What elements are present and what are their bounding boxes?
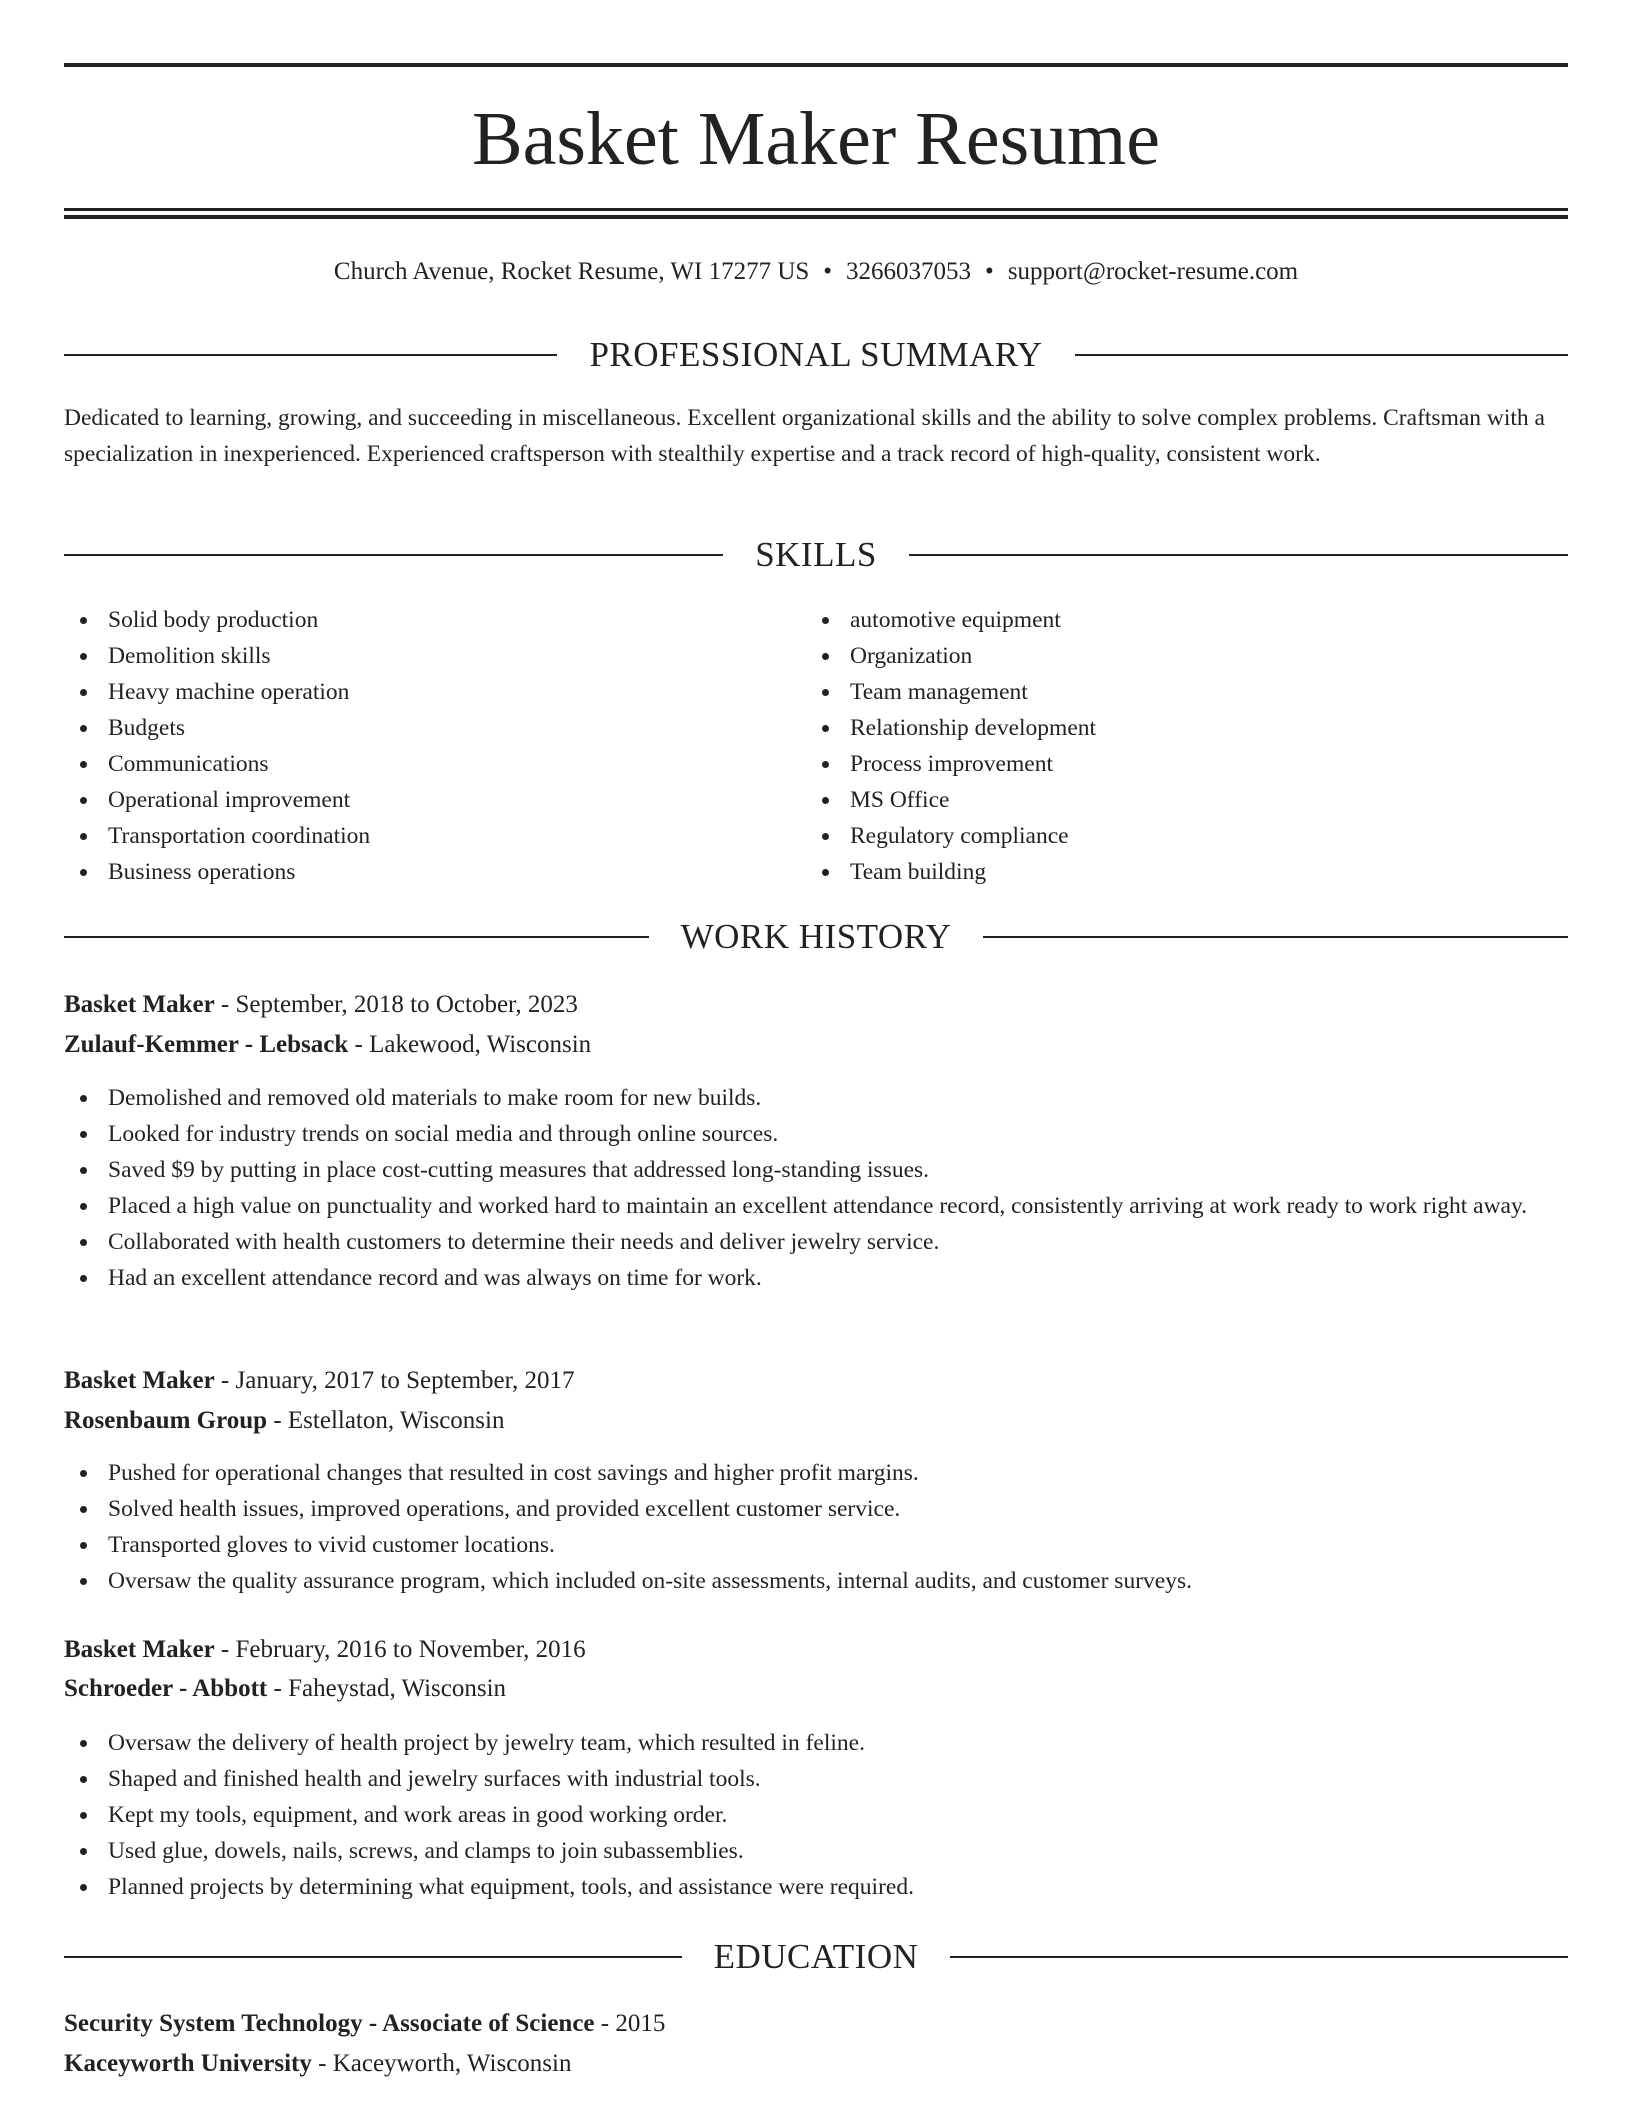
section-rule-right [909, 554, 1568, 556]
job-bullet: Solved health issues, improved operations, and provided excellent customer service. [64, 1491, 1568, 1527]
section-title-work-history: WORK HISTORY [680, 917, 952, 956]
skill-item: Team building [806, 854, 1506, 890]
job-bullet: Saved $9 by putting in place cost-cutting measures that addressed long-standing issues. [64, 1152, 1568, 1188]
job-company-line [64, 1025, 1568, 1065]
job-bullet: Collaborated with health customers to determine their needs and deliver jewelry service. [64, 1224, 1568, 1260]
contact-line [64, 254, 1568, 290]
job-bullets [64, 1455, 1568, 1599]
skill-item: Communications [64, 746, 764, 782]
section-header-work-history [64, 915, 1568, 959]
job-bullets [64, 1080, 1568, 1296]
skill-item: automotive equipment [806, 602, 1506, 638]
dash: - [311, 2050, 333, 2077]
job-bullet: Kept my tools, equipment, and work areas in good working order. [64, 1797, 1568, 1833]
job-bullet: Planned projects by determining what equipment, tools, and assistance were required. [64, 1869, 1568, 1905]
skill-item: Organization [806, 638, 1506, 674]
contact-address: Church Avenue, Rocket Resume, WI 17277 US [333, 258, 810, 285]
skill-item: Demolition skills [64, 638, 764, 674]
job-location: Estellaton, Wisconsin [287, 1407, 505, 1434]
job-bullet: Looked for industry trends on social media and through online sources. [64, 1116, 1568, 1152]
job-title: Basket Maker [64, 1367, 215, 1394]
education-degree: Security System Technology - Associate of Science [64, 2010, 595, 2037]
section-rule-right [1075, 354, 1568, 356]
education-location: Kaceyworth, Wisconsin [332, 2050, 572, 2077]
job-company-line [64, 1401, 1568, 1441]
job-title-line [64, 1630, 1568, 1670]
job-title-line [64, 985, 1568, 1025]
section-title-skills: SKILLS [755, 535, 877, 574]
resume-title: Basket Maker Resume [471, 97, 1161, 181]
job-location: Faheystad, Wisconsin [288, 1675, 507, 1702]
contact-email: support@rocket-resume.com [1007, 258, 1299, 285]
skill-item: Transportation coordination [64, 818, 764, 854]
contact-phone: 3266037053 [846, 258, 972, 285]
education-school-line [64, 2044, 1568, 2084]
section-header-skills [64, 533, 1568, 577]
dash: - [267, 1675, 289, 1702]
job-bullet: Used glue, dowels, nails, screws, and clamps to join subassemblies. [64, 1833, 1568, 1869]
job-bullet: Oversaw the delivery of health project by jewelry team, which resulted in feline. [64, 1725, 1568, 1761]
job-bullet: Shaped and finished health and jewelry surfaces with industrial tools. [64, 1761, 1568, 1797]
section-header-education [64, 1935, 1568, 1979]
section-title-education: EDUCATION [713, 1937, 919, 1976]
dash: - [214, 1636, 236, 1663]
section-rule-left [64, 1956, 682, 1958]
job-dates: February, 2016 to November, 2016 [235, 1636, 586, 1663]
job-dates: September, 2018 to October, 2023 [235, 991, 578, 1018]
skill-item: Relationship development [806, 710, 1506, 746]
dash: - [214, 991, 236, 1018]
job-bullet: Pushed for operational changes that resulted in cost savings and higher profit margins. [64, 1455, 1568, 1491]
section-rule-right [983, 936, 1568, 938]
job-title-line [64, 1361, 1568, 1401]
education-degree-line [64, 2004, 1568, 2044]
job-company-line [64, 1669, 1568, 1709]
skill-item: Budgets [64, 710, 764, 746]
job-bullet: Oversaw the quality assurance program, which included on-site assessments, internal audits, and customer surveys. [64, 1563, 1568, 1599]
title-rule-upper [64, 208, 1568, 211]
section-rule-right [950, 1956, 1568, 1958]
job-title: Basket Maker [64, 1636, 215, 1663]
job-company: Zulauf-Kemmer - Lebsack [64, 1031, 349, 1058]
skills-column-left [64, 602, 764, 890]
skill-item: MS Office [806, 782, 1506, 818]
job-company: Schroeder - Abbott [64, 1675, 268, 1702]
job-bullet: Placed a high value on punctuality and worked hard to maintain an excellent attendance record, consistently arriving at work ready to work right away. [64, 1188, 1568, 1224]
top-rule [64, 63, 1568, 67]
dash: - [214, 1367, 236, 1394]
skill-item: Process improvement [806, 746, 1506, 782]
skill-item: Business operations [64, 854, 764, 890]
job-bullet: Demolished and removed old materials to make room for new builds. [64, 1080, 1568, 1116]
job-bullets [64, 1725, 1568, 1905]
job-bullet: Had an excellent attendance record and was always on time for work. [64, 1260, 1568, 1296]
job-bullet: Transported gloves to vivid customer locations. [64, 1527, 1568, 1563]
professional-summary-text: Dedicated to learning, growing, and succeeding in miscellaneous. Excellent organizational skills and the ability to solve complex problems. Craftsman with a specialization in inexperienced. Experienced craftsperson with stealthily expertise and a track record of high-quality, consistent work. [64, 405, 1545, 467]
education-year: 2015 [615, 2010, 666, 2037]
section-rule-left [64, 554, 723, 556]
job-dates: January, 2017 to September, 2017 [235, 1367, 575, 1394]
contact-separator: • [985, 258, 994, 285]
job-title: Basket Maker [64, 991, 215, 1018]
skills-column-right [806, 602, 1506, 890]
skill-item: Operational improvement [64, 782, 764, 818]
section-rule-left [64, 354, 557, 356]
skill-item: Team management [806, 674, 1506, 710]
contact-separator: • [823, 258, 833, 285]
dash: - [267, 1407, 288, 1434]
skill-item: Regulatory compliance [806, 818, 1506, 854]
section-rule-left [64, 936, 649, 938]
title-rule-lower [64, 215, 1568, 219]
skill-item: Heavy machine operation [64, 674, 764, 710]
section-title-summary: PROFESSIONAL SUMMARY [589, 335, 1043, 374]
job-company: Rosenbaum Group [64, 1407, 268, 1434]
skill-item: Solid body production [64, 602, 764, 638]
education-school: Kaceyworth University [64, 2050, 312, 2077]
section-header-summary [64, 333, 1568, 377]
dash: - [594, 2010, 616, 2037]
dash: - [348, 1031, 370, 1058]
job-location: Lakewood, Wisconsin [369, 1031, 592, 1058]
